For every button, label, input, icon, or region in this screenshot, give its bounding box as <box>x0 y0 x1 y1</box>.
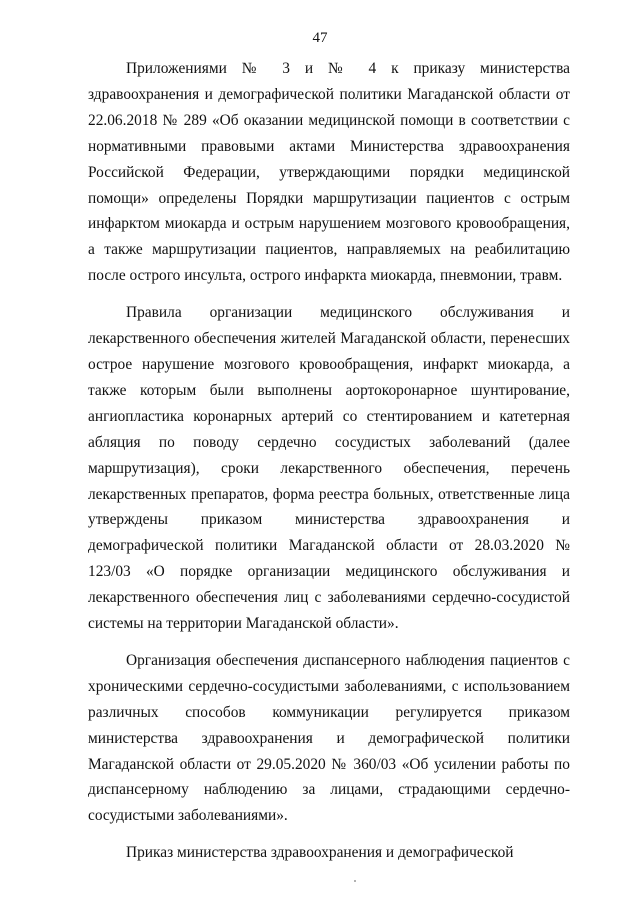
paragraph-order-continued: Приказ министерства здравоохранения и демографической <box>126 844 514 862</box>
scan-artifact <box>354 880 356 882</box>
paragraph-dispensary-observation: Организация обеспечения диспансерного наблюдения пациентов с хроническими сердечно-сосудистыми заболеваниями, с использованием различных способов коммуникации регулируется приказом министерства здравоохранения и демографической политики Магаданской области от 29.05.2020 № 360/03 «Об усилении работы по диспансерному наблюдению за лицами, страдающими сердечно-сосудистыми заболеваниями». <box>88 651 570 825</box>
paragraph-medical-service-rules: Правила организации медицинского обслуживания и лекарственного обеспечения жителей Магаданской области, перенесших острое нарушение мозгового кровообращения, инфаркт миокарда, а также которым были выполнены аортокоронарное шунтирование, ангиопластика коронарных артерий со стентированием и катетерная абляция по поводу сердечно сосудистых заболеваний (далее маршрутизация), сроки лекарственного обеспечения, перечень лекарственных препаратов, форма реестра больных, ответственные лица утверждены приказом министерства здравоохранения и демографической политики Магаданской области от 28.03.2020 № 123/03 «О порядке организации медицинского обслуживания и лекарственного обеспечения лиц с заболеваниями сердечно-сосудистой системы на территории Магаданской области». <box>88 304 570 633</box>
page-number: 47 <box>312 30 328 46</box>
paragraph-routing-procedures: Приложениями № 3 и № 4 к приказу министерства здравоохранения и демографической политики Магаданской области от 22.06.2018 № 289 «Об оказании медицинской помощи в соответствии с нормативными правовыми актами Министерства здравоохранения Российской Федерации, утверждающими порядки медицинской помощи» определены Порядки маршрутизации пациентов с острым инфарктом миокарда и острым нарушением мозгового кровообращения, а также маршрутизации пациентов, направляемых на реабилитацию после острого инсульта, острого инфаркта миокарда, пневмонии, травм. <box>88 60 570 285</box>
document-body <box>88 56 570 866</box>
